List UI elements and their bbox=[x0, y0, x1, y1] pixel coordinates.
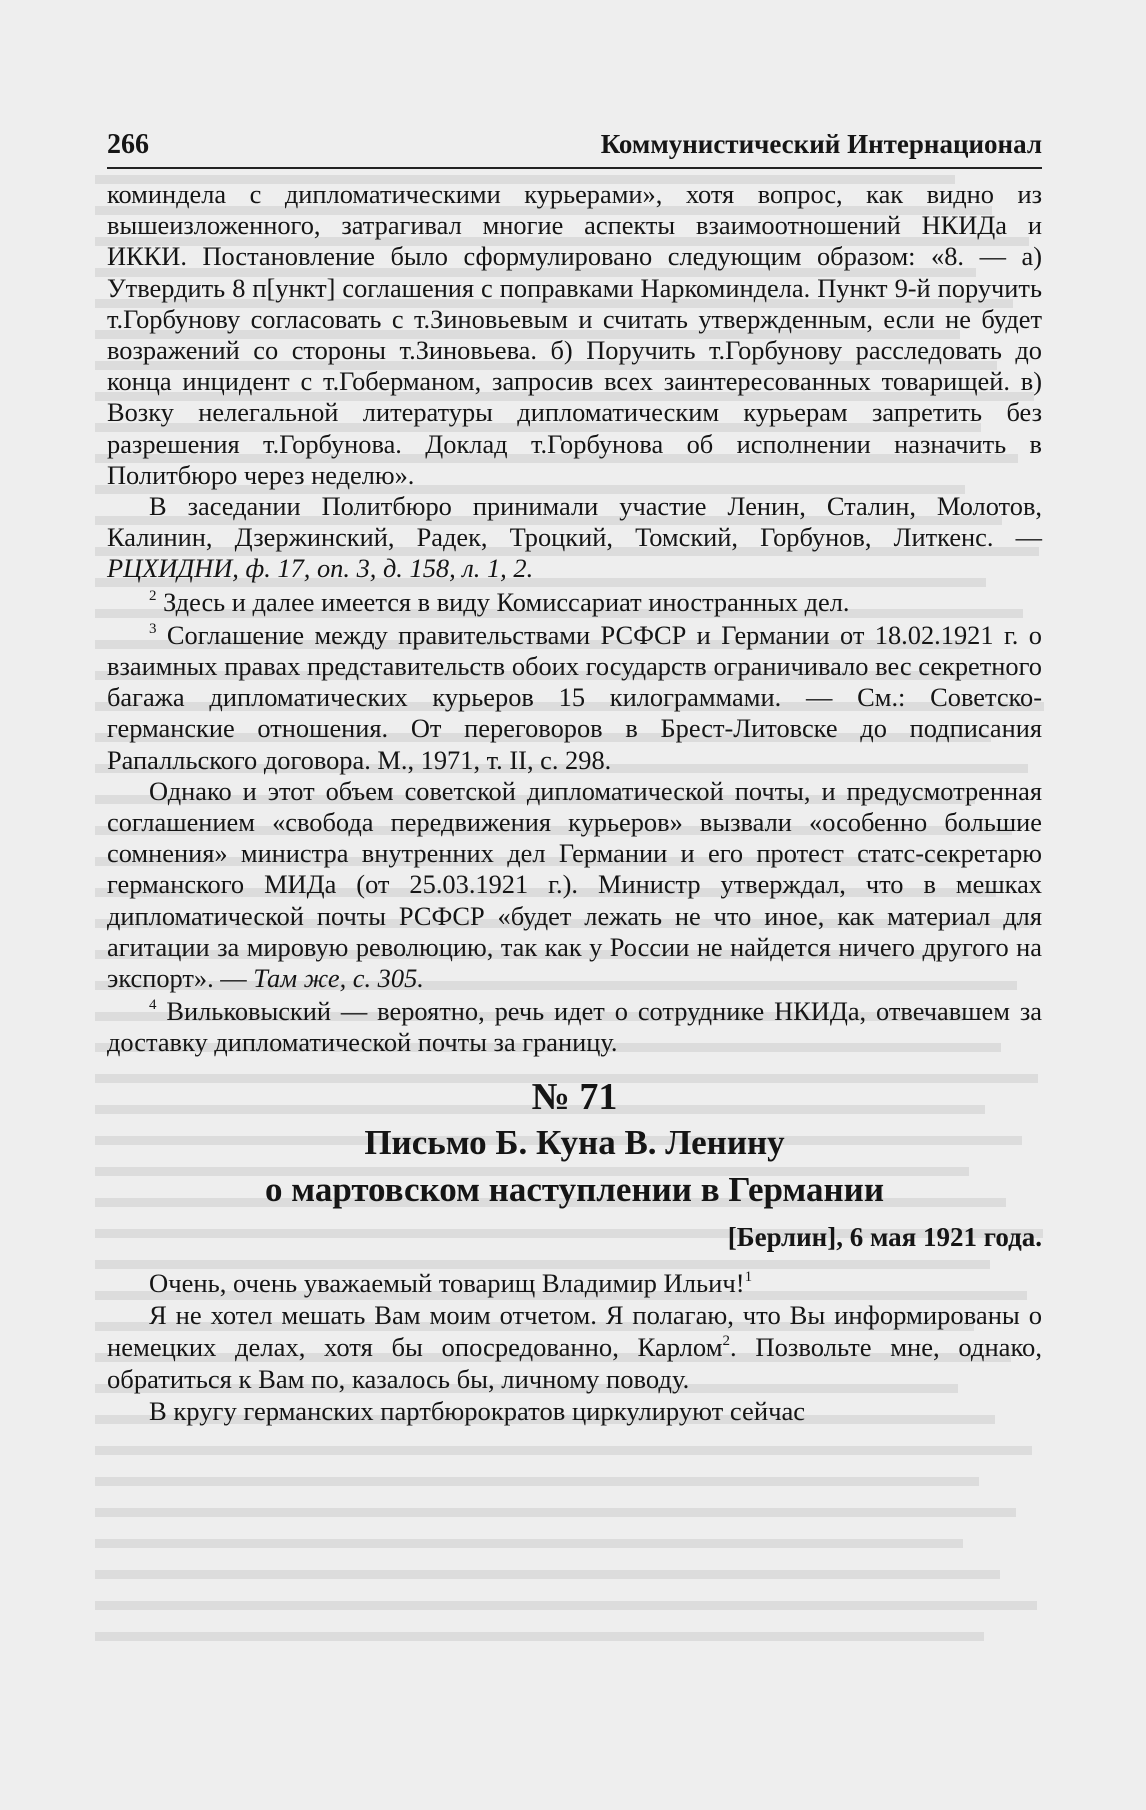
letter-paragraph-1-part-b: . Позвольте мне, однако, обратиться к Вам по, казалось бы, личному поводу. bbox=[107, 1331, 1042, 1394]
bleed-through-line bbox=[95, 1601, 1037, 1610]
footnote-3-source: Там же, с. 305. bbox=[253, 963, 424, 994]
salutation-footnote-mark: 1 bbox=[744, 1268, 753, 1285]
commentary-block bbox=[107, 179, 1042, 1059]
page-number: 266 bbox=[107, 129, 149, 160]
book-page bbox=[107, 124, 1042, 1427]
running-header bbox=[107, 124, 1042, 169]
footnote-3-text: Соглашение между правительствами РСФСР и Германии от 18.02.1921 г. о взаимных правах представительств обоих государств ограничивало вес секретного багажа дипломатических курьеров 15 килограммами. — См.: Советско-германские отношения. От переговоров в Брест-Литовске до подписания Рапалльского договора. М., 1971, т. II, с. 298. bbox=[107, 619, 1042, 775]
bleed-through-line bbox=[95, 1446, 1032, 1455]
letter-body bbox=[107, 1267, 1042, 1427]
karl-footnote-mark: 2 bbox=[722, 1332, 731, 1349]
document-number: № 71 bbox=[531, 1075, 618, 1118]
document-title-line-2: о мартовском наступлении в Германии bbox=[264, 1169, 885, 1209]
footnote-3 bbox=[107, 620, 1042, 994]
bleed-through-line bbox=[95, 1508, 1016, 1517]
letter-paragraph-1 bbox=[107, 1299, 1042, 1395]
footnote-4 bbox=[107, 996, 1042, 1058]
letter-paragraph-2: В кругу германских партбюрократов циркулируют сейчас bbox=[149, 1395, 806, 1426]
commentary-paragraph-1: коминдела с дипломатическими курьерами», хотя вопрос, как видно из вышеизложенного, затрагивал многие аспекты взаимоотношений НКИДа и ИККИ. Постановление было сформулировано следующим образом: «8. — а) Утвердить 8 п[ункт] соглашения с поправками Наркоминдела. Пункт 9-й поручить т.Горбунову согласовать с т.Зиновьевым и считать утвержденным, если не будет возражений со стороны т.Зиновьева. б) Поручить т.Горбунову расследовать до конца инцидент с т.Гоберманом, запросив всех заинтересованных товарищей. в) Возку нелегальной литературы дипломатическим курьерам запретить без разрешения т.Горбунова. Доклад т.Горбунова об исполнении назначить в Политбюро через неделю». bbox=[107, 179, 1042, 490]
running-title: Коммунистический Интернационал bbox=[600, 129, 1042, 159]
archive-source-reference: РЦХИДНИ, ф. 17, оп. 3, д. 158, л. 1, 2. bbox=[107, 553, 534, 584]
footnote-2-text: Здесь и далее имеется в виду Комиссариат иностранных дел. bbox=[156, 586, 850, 617]
letter-paragraph-1-part-a: Я не хотел мешать Вам моим отчетом. Я полагаю, что Вы информированы о немецких делах, хотя бы опосредованно, Карлом bbox=[107, 1299, 1042, 1362]
document-place-date: [Берлин], 6 мая 1921 года. bbox=[727, 1221, 1042, 1252]
letter-salutation-text: Очень, очень уважаемый товарищ Владимир Ильич! bbox=[149, 1267, 745, 1298]
footnote-3-continuation bbox=[107, 776, 1042, 994]
commentary-paragraph-2 bbox=[107, 491, 1042, 585]
commentary-paragraph-2-text: В заседании Политбюро принимали участие Ленин, Сталин, Молотов, Калинин, Дзержинский, Радек, Троцкий, Томский, Горбунов, Литкенс. — bbox=[107, 491, 1042, 553]
letter-salutation bbox=[107, 1267, 1042, 1299]
bleed-through-line bbox=[95, 1632, 984, 1641]
footnote-2 bbox=[107, 587, 1042, 618]
footnote-2-mark: 2 bbox=[149, 587, 157, 604]
footnote-3-continuation-text: Однако и этот объем советской дипломатической почты, и предусмотренная соглашением «свобода передвижения курьеров» вызвали «особенно большие сомнения» министра внутренних дел Германии и его протест статс-секретарю германского МИДа (от 25.03.1921 г.). Министр утверждал, что в мешках дипломатической почты РСФСР «будет лежать не что иное, как материал для агитации за мировую революцию, так как у России не найдется ничего другого на экспорт». — bbox=[107, 775, 1042, 994]
document-title-line-1: Письмо Б. Куна В. Ленину bbox=[364, 1122, 785, 1162]
bleed-through-line bbox=[95, 1539, 963, 1548]
footnote-3-mark: 3 bbox=[149, 620, 157, 637]
bleed-through-line bbox=[95, 1570, 1000, 1579]
bleed-through-line bbox=[95, 1477, 979, 1486]
footnote-4-mark: 4 bbox=[149, 997, 157, 1014]
footnote-4-text: Вильковыский — вероятно, речь идет о сотруднике НКИДа, отвечавшем за доставку дипломатической почты за границу. bbox=[107, 996, 1042, 1058]
